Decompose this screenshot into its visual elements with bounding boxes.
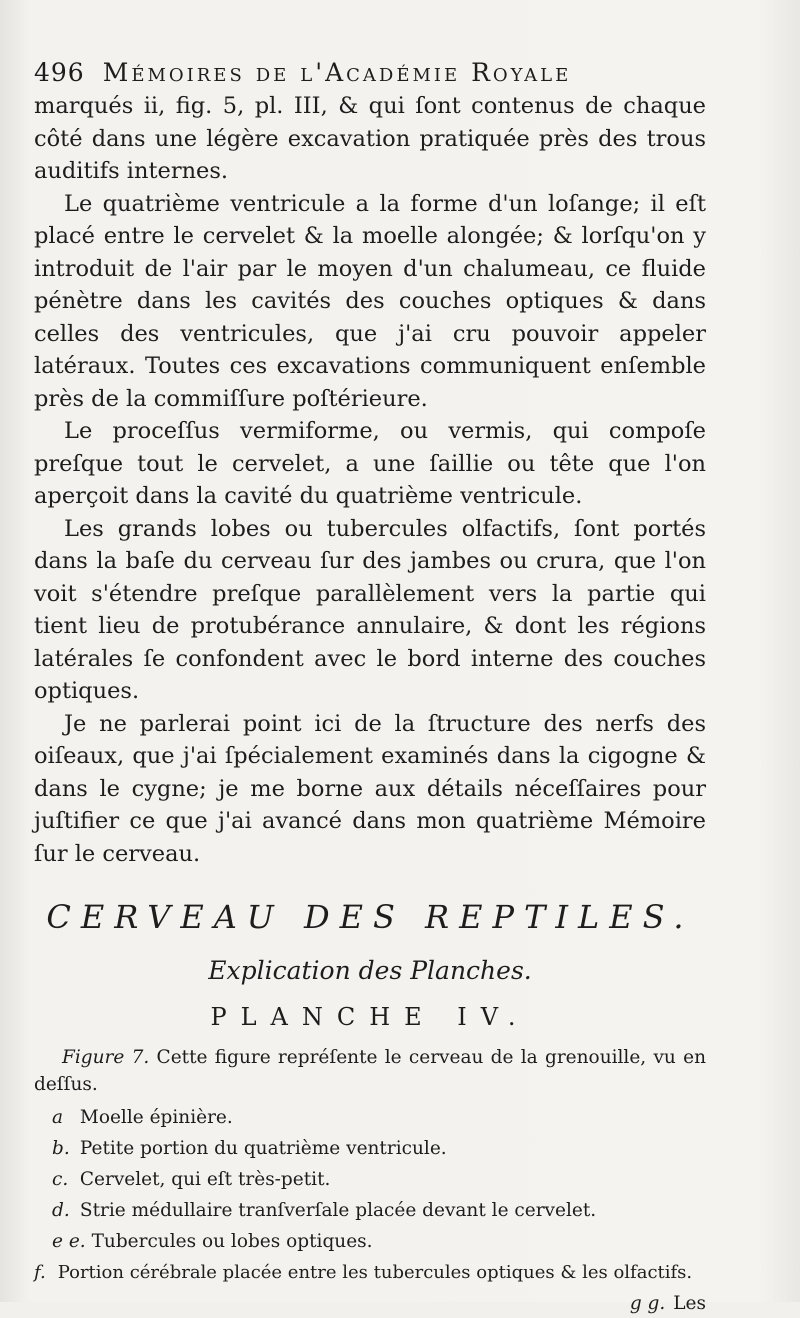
running-title: Mémoires de l'Académie Royale: [102, 58, 572, 87]
plate-heading: PLANCHE IV.: [210, 1003, 530, 1031]
legend-item: [34, 1133, 706, 1164]
page-number: 496: [34, 58, 85, 87]
figure-caption-text: Cette figure repréſente le cerveau de la grenouille, vu en deſſus.: [34, 1047, 706, 1095]
page-content: [34, 56, 706, 1318]
catchword-word: Les: [673, 1293, 706, 1314]
legend-text: Moelle épinière.: [79, 1107, 233, 1128]
legend-letter: e e.: [52, 1231, 86, 1252]
legend-letter: f.: [34, 1262, 46, 1283]
legend-text: Portion cérébrale placée entre les tubercules optiques & les olfactifs.: [57, 1262, 693, 1283]
catchword: [34, 1290, 706, 1318]
figure-label: Figure 7.: [62, 1047, 150, 1068]
legend-letter: b.: [52, 1138, 70, 1159]
legend-item: [34, 1226, 706, 1257]
legend-letter: c.: [52, 1169, 69, 1190]
paragraph-4: Les grands lobes ou tubercules olfactifs, ſont portés dans la baſe du cerveau ſur des jambes ou crura, que l'on voit s'étendre preſque parallèlement vers la partie qui tient lieu de protubérance annulaire, & dont les régions latérales ſe confondent avec le bord interne des couches optiques.: [34, 515, 706, 704]
running-head: [34, 56, 706, 90]
legend-item: [34, 1164, 706, 1195]
legend-text: Petite portion du quatrième ventricule.: [79, 1138, 447, 1159]
paragraph-1: marqués ii, fig. 5, pl. III, & qui ſont contenus de chaque côté dans une légère excavation pratiquée près des trous auditifs internes.: [34, 93, 706, 184]
paragraph-5: Je ne parlerai point ici de la ſtructure des nerfs des oiſeaux, que j'ai ſpécialement examinés dans la cigogne & dans le cygne; je me borne aux détails néceſſaires pour juſtifier ce que j'ai avancé dans mon quatrième Mémoire ſur le cerveau.: [34, 710, 706, 867]
figure-caption: [34, 1044, 706, 1098]
section-title: CERVEAU DES REPTILES.: [46, 898, 694, 936]
legend-item: [34, 1257, 706, 1288]
paragraph-2: Le quatrième ventricule a la forme d'un loſange; il eſt placé entre le cervelet & la moelle alongée; & lorſqu'on y introduit de l'air par le moyen d'un chalumeau, ce fluide pénètre dans les cavités des couches optiques & dans celles des ventricules, que j'ai cru pouvoir appeler latéraux. Toutes ces excavations communiquent enſemble près de la commiſſure poſtérieure.: [34, 190, 706, 412]
legend-text: Tubercules ou lobes optiques.: [91, 1231, 373, 1252]
catchword-letter: g g.: [629, 1293, 666, 1314]
section-subtitle: Explication des Planches.: [208, 956, 532, 985]
legend-item: [34, 1102, 706, 1133]
legend-text: Strie médullaire tranſverſale placée devant le cervelet.: [79, 1200, 597, 1221]
legend-text: Cervelet, qui eſt très-petit.: [79, 1169, 331, 1190]
legend-letter: a: [52, 1107, 64, 1128]
figure-legend: [34, 1102, 706, 1288]
paragraph-3: Le proceſſus vermiforme, ou vermis, qui compoſe preſque tout le cervelet, a une ſaillie ou tête que l'on aperçoit dans la cavité du quatrième ventricule.: [34, 418, 706, 509]
legend-item: [34, 1195, 706, 1226]
legend-letter: d.: [52, 1200, 70, 1221]
